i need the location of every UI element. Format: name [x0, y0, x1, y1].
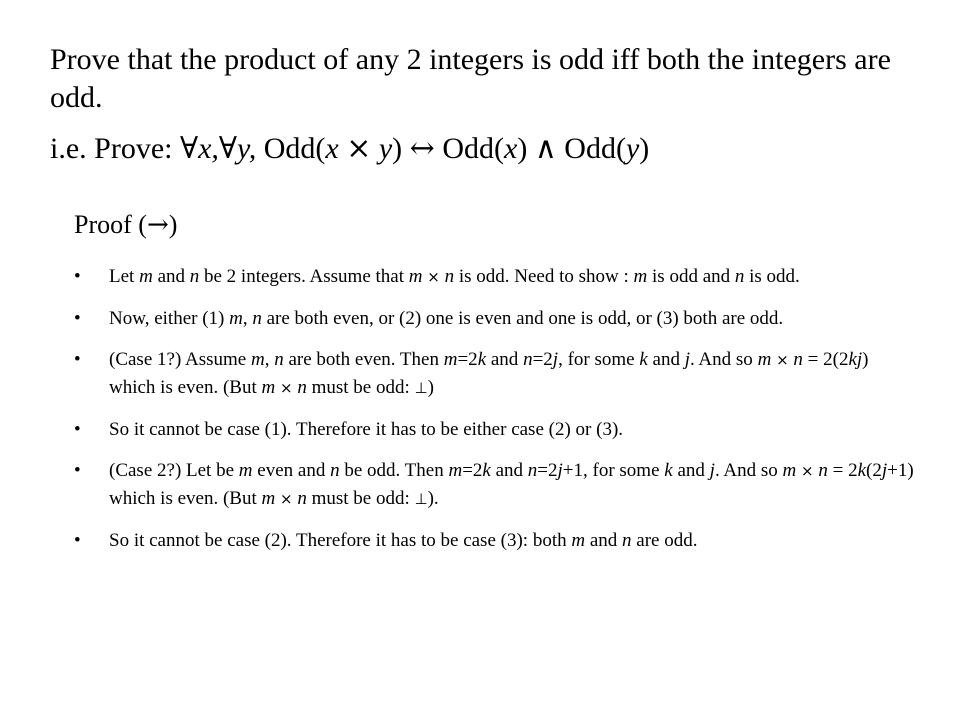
var-y: y	[237, 132, 249, 165]
math-variable: n	[793, 349, 803, 370]
bullet-text: be 2 integers. Assume that	[199, 266, 409, 287]
bullet-text: and	[672, 460, 710, 481]
statement-prefix: i.e. Prove:	[50, 132, 180, 165]
math-variable: n	[523, 349, 533, 370]
math-variable: n	[527, 460, 538, 481]
bullet-text: and	[647, 349, 685, 370]
var-y: y	[378, 132, 393, 165]
bullet-text: ) which is even. (But	[109, 349, 869, 398]
bullet-text: and	[152, 266, 190, 287]
forall-symbol: ∀	[179, 131, 199, 166]
bullet-text: be odd. Then	[339, 460, 449, 481]
var-y: y	[625, 132, 640, 165]
math-variable: m	[633, 266, 648, 287]
proof-bullet-item	[74, 416, 914, 443]
math-variable: j	[552, 349, 559, 370]
proof-heading-close: )	[168, 210, 178, 239]
math-symbol: ⊥	[414, 379, 428, 397]
close-paren: )	[517, 132, 528, 165]
proof-bullet-item	[74, 457, 914, 513]
iff-symbol: ↔	[409, 131, 435, 166]
math-variable: k	[857, 460, 867, 481]
math-variable: m	[229, 308, 243, 329]
close-paren: )	[639, 132, 650, 165]
proof-bullet-item	[74, 527, 914, 554]
math-variable: m	[448, 460, 463, 481]
bullet-text: So it cannot be case (2). Therefore it has to be case (3): both	[109, 530, 572, 551]
and-symbol: ∧	[534, 131, 557, 166]
odd-label: Odd	[263, 132, 316, 165]
bullet-text: )	[427, 377, 434, 398]
math-variable: k	[477, 349, 487, 370]
math-variable: j	[684, 349, 690, 370]
bullet-text: , for some	[558, 349, 640, 370]
math-variable: j	[881, 460, 888, 481]
math-variable: m	[261, 377, 276, 398]
bullet-text: and	[585, 530, 623, 551]
bullet-text: =2	[457, 349, 478, 370]
bullet-dot-icon: •	[74, 266, 81, 287]
proof-bullet-item	[74, 305, 914, 332]
bullet-text: are both even, or (2) one is even and one is odd, or (3) both are odd.	[261, 308, 784, 329]
math-variable: n	[330, 460, 340, 481]
math-variable: j	[709, 460, 715, 481]
bullet-text: So it cannot be case (1). Therefore it has to be either case (2) or (3).	[109, 419, 624, 440]
math-symbol: ⊥	[414, 490, 428, 508]
space	[256, 132, 264, 165]
var-x: x	[325, 132, 339, 165]
bullet-text: . And so	[714, 460, 783, 481]
bullet-text: =2	[537, 460, 558, 481]
bullet-text: even and	[252, 460, 331, 481]
proof-bullet-list	[74, 263, 914, 554]
math-variable: m	[408, 266, 423, 287]
math-variable: k	[664, 460, 673, 481]
comma: ,	[248, 132, 257, 165]
bullet-dot-icon: •	[74, 530, 81, 551]
bullet-text: Now, either (1)	[109, 308, 230, 329]
bullet-text: and	[486, 349, 524, 370]
math-symbol: ×	[275, 490, 298, 508]
odd-label: Odd	[564, 132, 616, 165]
open-paren: (	[493, 132, 504, 165]
bullet-text: (2	[866, 460, 882, 481]
formal-statement	[50, 130, 930, 168]
bullet-text: is odd.	[744, 266, 800, 287]
var-x: x	[198, 132, 212, 165]
close-paren: )	[392, 132, 403, 165]
math-variable: n	[252, 308, 262, 329]
math-variable: m	[250, 349, 265, 370]
open-paren: (	[615, 132, 626, 165]
bullet-text: (Case 2?) Let be	[109, 460, 239, 481]
math-variable: m	[261, 488, 276, 509]
space	[402, 132, 410, 165]
math-variable: kj	[848, 349, 863, 370]
bullet-text: Let	[109, 266, 140, 287]
math-variable: k	[639, 349, 648, 370]
bullet-text: ).	[427, 488, 439, 509]
times-symbol: ×	[346, 131, 372, 166]
proof-heading-label: Proof (	[74, 210, 147, 239]
math-variable: m	[757, 349, 772, 370]
bullet-text: and	[490, 460, 528, 481]
bullet-dot-icon: •	[74, 308, 81, 329]
space	[527, 132, 535, 165]
math-variable: n	[818, 460, 828, 481]
forall-symbol: ∀	[218, 131, 238, 166]
math-symbol: ×	[771, 351, 794, 369]
slide-title: Prove that the product of any 2 integers is odd iff both the integers are odd.	[50, 43, 891, 114]
bullet-text: =2	[462, 460, 483, 481]
bullet-dot-icon: •	[74, 460, 81, 481]
bullet-text: ,	[242, 308, 253, 329]
bullet-text: . And so	[689, 349, 758, 370]
comma: ,	[211, 132, 219, 165]
bullet-text: +1) which is even. (But	[109, 460, 914, 509]
bullet-text: must be odd:	[306, 488, 415, 509]
math-variable: n	[297, 377, 307, 398]
bullet-text: +1, for some	[562, 460, 665, 481]
math-symbol: ×	[422, 268, 445, 286]
right-arrow-icon: →	[146, 210, 169, 240]
space	[371, 132, 379, 165]
math-variable: m	[443, 349, 458, 370]
bullet-text: ,	[264, 349, 275, 370]
math-symbol: ×	[275, 379, 298, 397]
math-variable: k	[482, 460, 491, 481]
var-x: x	[503, 132, 518, 165]
proof-heading	[74, 208, 177, 242]
bullet-dot-icon: •	[74, 349, 81, 370]
bullet-text: (Case 1?) Assume	[109, 349, 251, 370]
math-variable: n	[622, 530, 632, 551]
bullet-text: = 2	[827, 460, 858, 481]
bullet-text: must be odd:	[306, 377, 415, 398]
math-symbol: ×	[796, 462, 819, 480]
math-variable: m	[571, 530, 586, 551]
bullet-text: is odd and	[647, 266, 735, 287]
math-variable: m	[782, 460, 797, 481]
open-paren: (	[315, 132, 326, 165]
math-variable: m	[139, 266, 153, 287]
math-variable: n	[274, 349, 284, 370]
bullet-text: = 2(2	[802, 349, 849, 370]
math-variable: n	[734, 266, 745, 287]
odd-label: Odd	[442, 132, 494, 165]
bullet-text: are both even. Then	[283, 349, 444, 370]
math-variable: n	[297, 488, 307, 509]
bullet-dot-icon: •	[74, 419, 81, 440]
math-variable: n	[444, 266, 455, 287]
proof-bullet-item	[74, 263, 914, 291]
proof-bullet-item	[74, 346, 914, 402]
math-variable: n	[189, 266, 200, 287]
math-variable: j	[557, 460, 563, 481]
math-variable: m	[238, 460, 253, 481]
bullet-text: is odd. Need to show :	[454, 266, 634, 287]
bullet-text: are odd.	[631, 530, 698, 551]
bullet-text: =2	[532, 349, 553, 370]
